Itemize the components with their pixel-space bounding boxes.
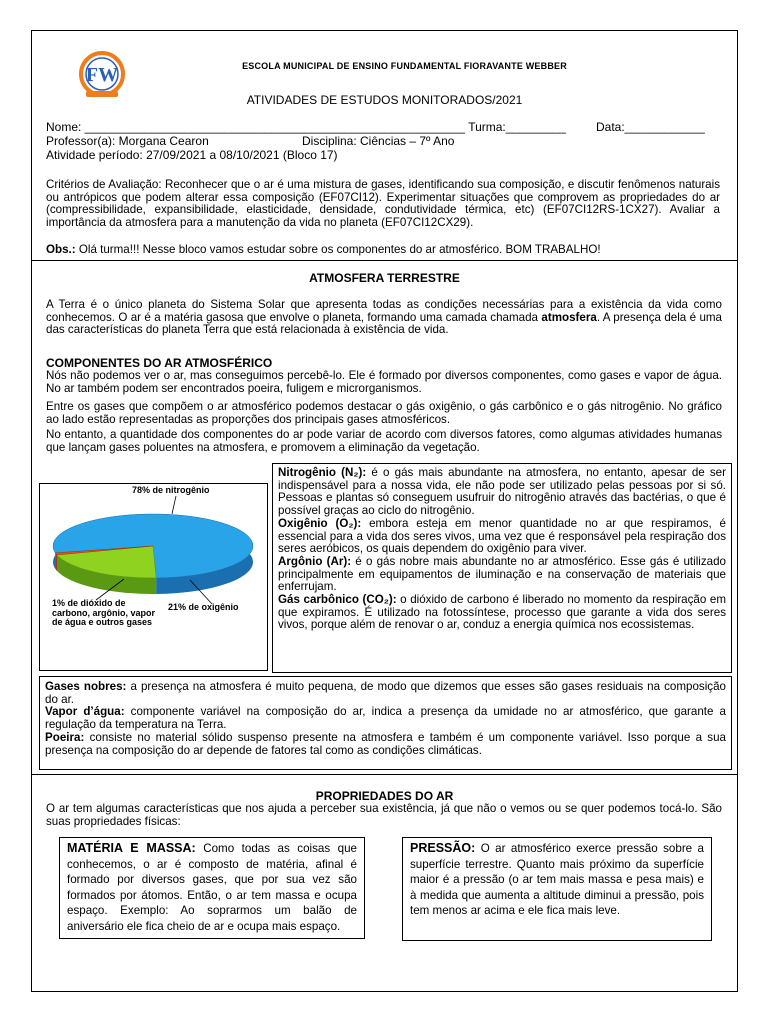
- nobres-label: Gases nobres:: [45, 680, 127, 693]
- massa-text: Como todas as coisas que conhecemos, o ar é composto de matéria, afinal é formado por diversos gases, que por sua vez são formados por átomos. Então, o ar tem massa e ocupa espaço. Exemplo: Ao soprarmos um balão de aniversário ele fica cheio de ar e ocupa mais espaço.: [67, 842, 357, 933]
- nitrogen-paragraph: [278, 467, 726, 518]
- teacher-line: Professor(a): Morgana Cearon: [46, 134, 209, 148]
- co2-text: o dióxido de carbono é liberado no momento da respiração em que expiramos. É utilizado na fotossíntese, processo que garante a vida dos seres vivos, porque além de renovar o ar, conduz a energia química nos ecossistemas.: [278, 593, 727, 632]
- oxygen-text: embora esteja em menor quantidade no ar que respiramos, é essencial para a vida dos seres vivos, uma vez que é responsável pela respiração dos seres aeróbicos, os quais dependem do oxigênio para viver.: [278, 516, 726, 556]
- period-line: Atividade período: 27/09/2021 a 08/10/2021 (Bloco 17): [46, 148, 338, 162]
- componentes-paragraph-2: Entre os gases que compõem o ar atmosférico podemos destacar o gás oxigênio, o gás carbônico e o gás nitrogênio. No gráfico ao lado estão representadas as proporções dos principais gases atmosféricos.: [46, 400, 722, 426]
- date-line: Data:____________: [596, 120, 705, 134]
- pressao-box: [402, 837, 712, 941]
- atmosfera-bold: atmosfera: [541, 310, 597, 324]
- pressao-paragraph: [410, 841, 704, 919]
- name-line: Nome: _________________________________________________________ Turma:_________: [46, 120, 566, 134]
- section-title-componentes: COMPONENTES DO AR ATMOSFÉRICO: [46, 356, 273, 370]
- argon-paragraph: [278, 556, 726, 594]
- argon-label: Argônio (Ar):: [278, 554, 352, 568]
- label-nitrogen: 78% de nitrogênio: [132, 485, 210, 495]
- nobres-paragraph: [45, 681, 726, 706]
- pressao-label: PRESSÃO:: [410, 841, 476, 855]
- poeira-paragraph: [45, 732, 726, 757]
- criteria-paragraph: Critérios de Avaliação: Reconhecer que o ar é uma mistura de gases, identificando sua composição, e discutir fenômenos naturais ou antrópicos que podem alterar essa composição (EF07CI12). Experimentar situações que comprovem as propriedades do ar (compressibilidade, expansibilidade, elasticidade, densidade, condutividade térmica, etc) (EF07CI12RS-1CX27). Avaliar a importância da atmosfera para a manutenção da vida no planeta (EF07CI12CX29).: [46, 178, 720, 230]
- massa-paragraph: [67, 841, 357, 935]
- componentes-paragraph-1: Nós não podemos ver o ar, mas conseguimos percebê-lo. Ele é formado por diversos componentes, como gases e vapor de água. No ar também podem ser encontrados poeira, fuligem e microrganismos.: [46, 369, 722, 395]
- obs-text: Olá turma!!! Nesse bloco vamos estudar sobre os componentes do ar atmosférico. BOM TRABALHO!: [75, 243, 601, 256]
- argon-text: é o gás nobre mais abundante no ar atmosférico. Esse gás é utilizado principalmente em equipamentos de iluminação e na conservação de materiais que enferrujam.: [278, 554, 727, 594]
- divider: [32, 260, 737, 261]
- vapor-paragraph: [45, 706, 726, 731]
- oxygen-label: Oxigênio (O₂):: [278, 516, 362, 530]
- obs-label: Obs.:: [46, 243, 76, 256]
- oxygen-paragraph: [278, 518, 726, 556]
- divider: [32, 774, 737, 775]
- section-title-propriedades: PROPRIEDADES DO AR: [315, 789, 454, 803]
- co2-paragraph: [278, 594, 726, 632]
- label-others: 1% de dióxido de carbono, argônio, vapor de água e outros gases: [52, 598, 156, 628]
- massa-box: [59, 837, 365, 939]
- poeira-label: Poeira:: [45, 730, 85, 744]
- nobres-text: a presença na atmosfera é muito pequena, de modo que dizemos que esses são gases residuais na composição do ar.: [45, 680, 726, 706]
- gases-box: [272, 463, 732, 673]
- componentes-paragraph-3: No entanto, a quantidade dos componentes do ar pode variar de acordo com diversos fatores, como algumas atividades humanas que lançam gases poluentes na atmosfera, e promovem a eliminação da vegetação.: [46, 428, 722, 454]
- pie-chart-box: [39, 483, 268, 671]
- school-name: ESCOLA MUNICIPAL DE ENSINO FUNDAMENTAL FIORAVANTE WEBBER: [242, 61, 567, 71]
- section-title-atmosfera: ATMOSFERA TERRESTRE: [309, 271, 460, 285]
- worksheet-page: [31, 30, 738, 992]
- pie-chart: [40, 484, 267, 670]
- atmosfera-paragraph: [46, 299, 722, 337]
- svg-text:FW: FW: [85, 64, 119, 86]
- poeira-text: consiste no material sólido suspenso presente na atmosfera e também é um componente variável. Isso porque a sua presença na composição do ar depende de fatores tal como as condições climáticas.: [45, 730, 726, 757]
- vapor-text: componente variável na composição do ar, indica a presença da umidade no ar atmosférico, que garante a regulação da temperatura na Terra.: [45, 705, 727, 732]
- pie-depth-others: [55, 553, 57, 571]
- propriedades-intro: O ar tem algumas características que nos ajuda a perceber sua existência, já que não o vemos ou se quer podemos tocá-lo. São suas propriedades físicas:: [46, 802, 722, 828]
- pressao-text: O ar atmosférico exerce pressão sobre a superfície terrestre. Quanto mais próximo da superfície maior é a pressão (o ar tem mais massa e pesa mais) e à medida que aumenta a altitude diminui a pressão, pois tem menos ar acima e ele fica mais leve.: [410, 842, 704, 918]
- massa-label: MATÉRIA E MASSA:: [67, 841, 196, 855]
- label-oxygen: 21% de oxigênio: [168, 602, 239, 612]
- nitrogen-label: Nitrogênio (N₂):: [278, 466, 367, 479]
- obs-paragraph: [46, 244, 726, 257]
- others-box: [39, 676, 732, 770]
- page-title: ATIVIDADES DE ESTUDOS MONITORADOS/2021: [246, 93, 523, 107]
- vapor-label: Vapor d’água:: [45, 705, 125, 719]
- nitrogen-text: é o gás mais abundante na atmosfera, no entanto, apesar de ser indispensável para a nossa vida, ele não pode ser utilizado pelas pessoas por si só. Pessoas e plantas só conseguem usufruir do nitrogênio através das bactérias, o que é possível graças ao ciclo do nitrogênio.: [278, 466, 726, 518]
- discipline-line: Disciplina: Ciências – 7º Ano: [302, 134, 455, 148]
- co2-label: Gás carbônico (CO₂):: [278, 593, 397, 607]
- atmosfera-text-b: . A presença dela é uma das características do planeta Terra que está relacionada à existência de vida.: [46, 310, 722, 337]
- atmosfera-text-a: A Terra é o único planeta do Sistema Solar que apresenta todas as condições necessárias para a existência da vida como conhecemos. O ar é a matéria gasosa que envolve o planeta, formando uma camada chamada: [46, 298, 722, 324]
